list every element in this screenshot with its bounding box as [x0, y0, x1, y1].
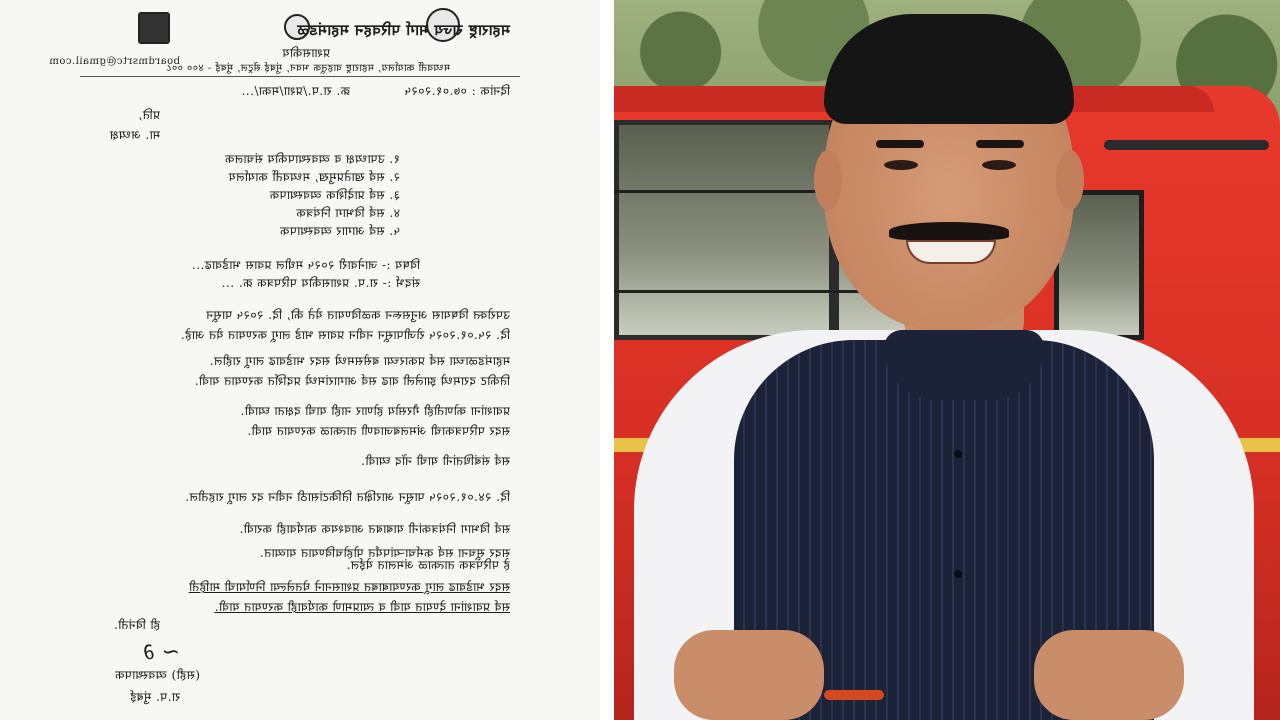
signature-mark: ~ ∂: [143, 640, 180, 665]
addressee-line: १. उपाध्यक्ष व व्यवस्थापकीय संचालक: [224, 152, 400, 166]
body-line: सर्व विभाग नियंत्रकांनी याबाबत आवश्यक कार्यवाही करावी.: [239, 522, 510, 536]
body-line: प्रवाशांना कोणतीही गैरसोय होणार नाही याची दक्षता घ्यावी.: [240, 404, 510, 418]
addressee-line: २. सर्व खातेप्रमुख, मध्यवर्ती कार्यालय: [228, 170, 400, 184]
addressee-line: ३. सर्व प्रादेशिक व्यवस्थापक: [269, 188, 400, 202]
body-line: हे परिपत्रक तात्काळ अंमलात येईल.: [346, 558, 510, 572]
addressee-line: ५. सर्व आगार व्यवस्थापक: [279, 224, 400, 238]
letter-subject: विषय :- जानेवारी २०२५ मधील प्रवास भाडेवाढ...: [191, 258, 420, 272]
person-ear: [1056, 150, 1084, 210]
body-line: सदर परिपत्रकाची अंमलबजावणी तात्काळ करण्यात यावी.: [246, 424, 510, 438]
body-line: महामंडळाच्या सर्व प्रकारच्या बसेसमध्ये सदर भाडेवाढ लागू राहील.: [209, 354, 510, 368]
bus-window: [614, 120, 834, 340]
body-line: दि. २५.०१.२०२५ रोजीपासून नवीन प्रवास भाडे लागू करण्यात येत आहे.: [180, 328, 510, 342]
letterhead-title: महाराष्ट्र राज्य मार्ग परिवहन महामंडळ: [297, 21, 510, 39]
addressee-line: ४. सर्व विभाग नियंत्रक: [296, 206, 400, 220]
letter-mirrored: [0, 0, 600, 720]
person-hair: [824, 14, 1074, 124]
letter-panel: [0, 0, 600, 720]
person-collar: [884, 330, 1044, 400]
person-hand: [674, 630, 824, 720]
person-eye: [982, 160, 1016, 170]
person-hand: [1034, 630, 1184, 720]
signature-name: (सही) व्यवस्थापक: [114, 668, 200, 682]
person-ear: [814, 150, 842, 210]
signature-title: रा.प. मुंबई: [129, 690, 180, 704]
person-mustache: [889, 222, 1009, 240]
letterhead-address: मध्यवर्ती कार्यालय, महाराष्ट्र वाहतूक भवन, मुंबई सेंट्रल, मुंबई - ४०० ००८: [165, 63, 450, 74]
photo-panel: [614, 0, 1280, 720]
jacket-button: [954, 450, 962, 458]
addressee-line: प्रति,: [137, 108, 160, 122]
bus-mirror: [1104, 140, 1269, 150]
closing-underlined: सदर भाडेवाढ लागू करण्याबाबत प्रशासनाने घेतलेल्या निर्णयाची माहिती: [188, 580, 510, 594]
closing-last: ही विनंती.: [113, 618, 160, 632]
person-brow: [876, 140, 924, 148]
person-brow: [976, 140, 1024, 148]
body-line: तिकीट दरामध्ये झालेली वाढ सर्व आगारांमध्ये प्रदर्शित करण्यात यावी.: [194, 374, 510, 388]
addressee-line: मा. अध्यक्ष: [109, 128, 160, 142]
letterhead-email: boardmsrtc@gmail.com: [48, 56, 180, 67]
letter-date: दिनांक : ०७.०१.२०२५: [404, 84, 510, 98]
letterhead-rule: [80, 76, 520, 77]
letter-reference: संदर्भ :- रा.प. प्रशासकीय परिपत्रक क्र. ...: [221, 276, 420, 290]
panel-divider: [600, 0, 614, 720]
closing-underlined: सर्व प्रवाशांना देण्यात यावी व त्याप्रमाणे कार्यवाही करण्यात यावी.: [214, 600, 510, 614]
person-eye: [884, 160, 918, 170]
letterhead-subheading: प्रशासकीय: [282, 46, 330, 60]
body-line: उपरोक्त विषयास अनुसरून कळविण्यात येते की, दि. २०२५ पासून: [205, 308, 510, 322]
person-bracelet: [824, 690, 884, 700]
body-line: सदर सूचना सर्व कर्मचाऱ्यांपर्यंत पोहोचविण्यात याव्यात.: [259, 546, 510, 560]
jacket-button: [954, 570, 962, 578]
person-smile: [906, 240, 996, 264]
reference-number: क्र. रा.प./प्रशा/मका/...: [241, 84, 350, 98]
body-line: सर्व संबंधितांनी याची नोंद घ्यावी.: [360, 454, 510, 468]
body-line: दि. २४.०१.२०२५ पासून आरक्षित तिकिटांसाठी नवीन दर लागू राहतील.: [184, 490, 510, 504]
letterhead-logo-right: [138, 12, 170, 44]
